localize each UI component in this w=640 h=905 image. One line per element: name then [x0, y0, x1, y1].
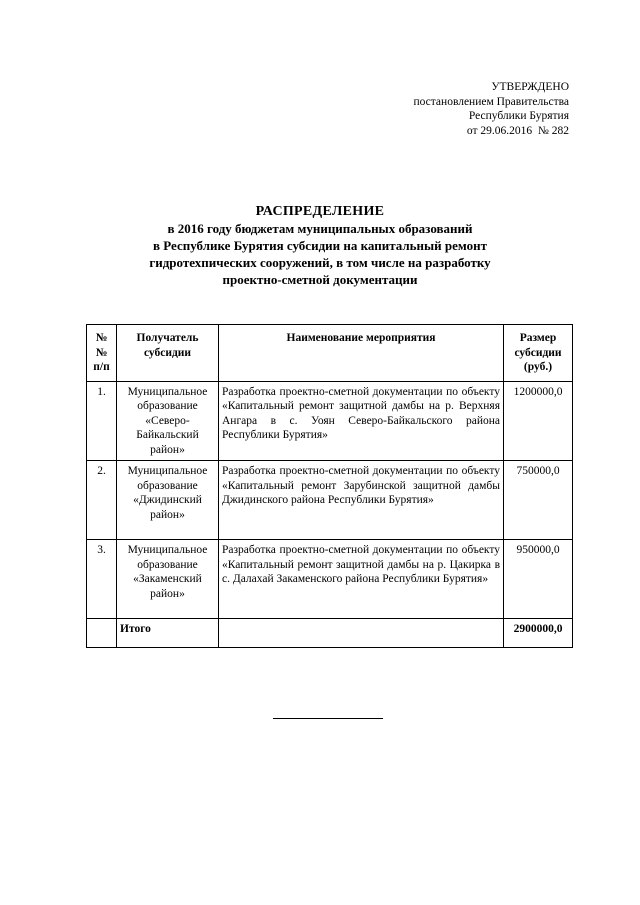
header-number: №№ п/п	[87, 325, 117, 382]
approval-line-approved: УТВЕРЖДЕНО	[491, 81, 569, 93]
row-recipient: Муниципальное образование «Закаменский район»	[117, 540, 219, 619]
table-row	[87, 540, 573, 619]
title-line-4: гидротехпических сооружений, в том числе на разработку	[149, 255, 491, 270]
row-amount: 1200000,0	[504, 381, 573, 461]
approval-line-republic: Республики Бурятия	[468, 110, 569, 122]
row-event: Разработка проектно-сметной документации по объекту «Капитальный ремонт Зарубинской защитной дамбы Джидинского района Республики Бурятия»	[219, 461, 504, 540]
table-row	[87, 461, 573, 540]
row-amount: 750000,0	[504, 461, 573, 540]
header-amount: Размер субсидии (руб.)	[504, 325, 573, 382]
row-number: 3.	[87, 540, 117, 619]
row-amount: 950000,0	[504, 540, 573, 619]
header-event: Наименование мероприятия	[219, 325, 504, 382]
approval-line-date-number: от 29.06.2016 № 282	[466, 124, 569, 137]
total-empty-event-cell	[219, 619, 504, 648]
title-main: РАСПРЕДЕЛЕНИЕ	[255, 204, 385, 219]
document-title	[0, 203, 640, 288]
table-total-row	[87, 619, 573, 648]
table-row	[87, 381, 573, 461]
approval-stamp	[413, 80, 569, 138]
approval-line-resolution: постановлением Правительства	[413, 95, 569, 108]
subsidy-table	[86, 324, 573, 648]
row-event: Разработка проектно-сметной документации по объекту «Капитальный ремонт защитной дамбы на р. Верхняя Ангара в с. Уоян Северо-Байкальского района Республики Бурятия»	[219, 381, 504, 461]
total-empty-cell	[87, 619, 117, 648]
end-divider-line	[273, 718, 383, 719]
row-number: 1.	[87, 381, 117, 461]
header-recipient: Получатель субсидии	[117, 325, 219, 382]
row-recipient: Муниципальное образование «Северо-Байкальский район»	[117, 381, 219, 461]
total-label: Итого	[117, 619, 219, 648]
table-header-row	[87, 325, 573, 382]
row-event: Разработка проектно-сметной документации по объекту «Капитальный ремонт защитной дамбы на р. Цакирка в с. Далахай Закаменского района Республики Бурятия»	[219, 540, 504, 619]
title-line-5: проектно-сметной документации	[222, 272, 418, 287]
title-line-2: в 2016 году бюджетам муниципальных образований	[167, 221, 473, 236]
title-line-3: в Республике Бурятия субсидии на капитальный ремонт	[152, 238, 487, 253]
row-number: 2.	[87, 461, 117, 540]
total-amount: 2900000,0	[504, 619, 573, 648]
row-recipient: Муниципальное образование «Джидинский район»	[117, 461, 219, 540]
